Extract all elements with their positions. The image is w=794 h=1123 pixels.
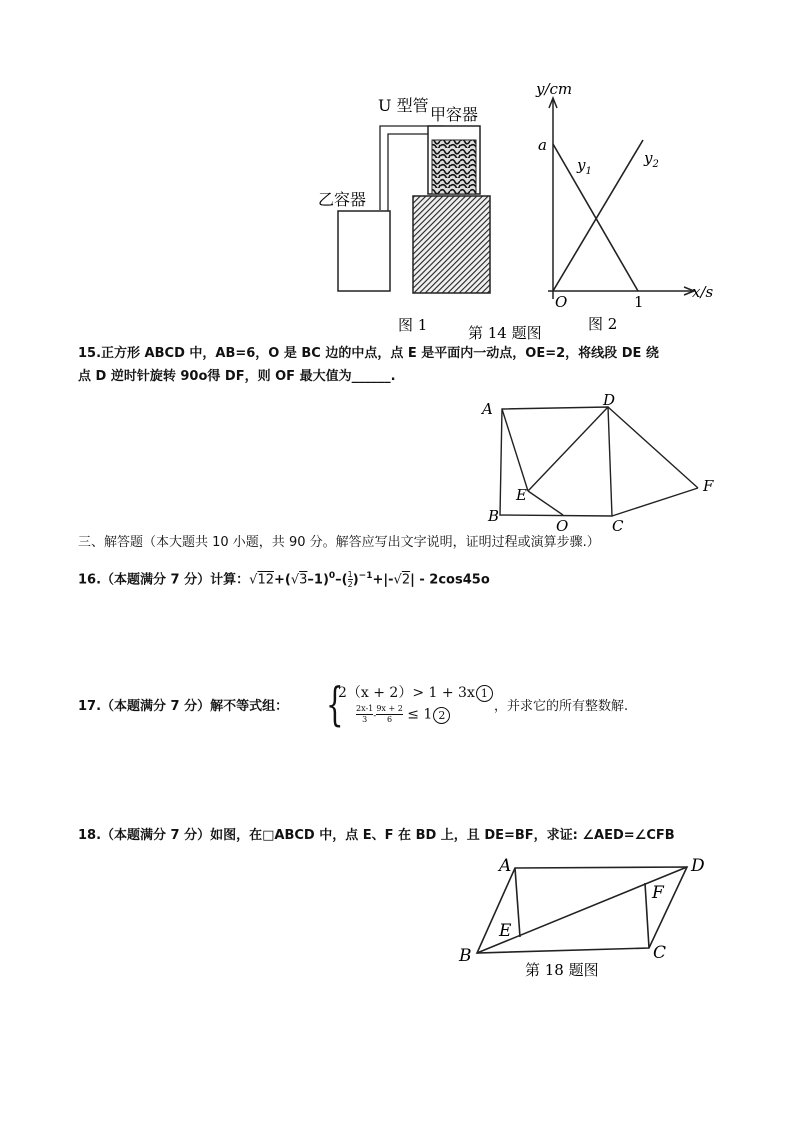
figure-18 — [455, 850, 725, 985]
q18-label-e: E — [499, 921, 512, 941]
container-a-label: 甲容器 — [430, 105, 479, 124]
q18-label-b: B — [459, 946, 472, 966]
origin-label: O — [555, 293, 568, 311]
u-tube-label: U 型管 — [378, 96, 429, 115]
q16-t8: | - 2cos45o — [410, 572, 490, 588]
q17-prefix: 17.（本题满分 7 分）解不等式组： — [78, 699, 289, 714]
figure-15 — [470, 388, 730, 538]
tick-1-label: 1 — [634, 293, 644, 311]
q17-leq: ≤ 1 — [407, 706, 433, 723]
q17-ineq1: 2（x + 2）> 1 + 3x — [338, 685, 475, 701]
q16-t5: ) — [352, 572, 359, 588]
q15-label-c: C — [612, 517, 624, 535]
fig1-caption: 图 1 — [398, 316, 428, 334]
q18-label-d: D — [691, 856, 705, 876]
svg-text:y1 — [576, 156, 592, 177]
q16-radicand-3: 3 — [299, 572, 308, 588]
q16-prefix: 16.（本题满分 7 分）计算： — [78, 572, 250, 588]
figure-title: 第 14 题图 — [468, 324, 542, 342]
q17-suffix: ，并求它的所有整数解. — [494, 699, 629, 714]
q16-exp-0: 0 — [328, 571, 336, 581]
svg-text:y2 — [643, 149, 659, 170]
q16-t3: –1) — [307, 572, 329, 588]
q15-label-a: A — [482, 400, 493, 418]
x-axis-label: x/s — [692, 283, 714, 301]
q16-exp-neg1: −1 — [358, 571, 373, 581]
q18-label-c: C — [653, 943, 667, 963]
label-y1-sub: 1 — [585, 166, 592, 177]
graph-axes — [548, 98, 694, 299]
q17-num-2x: 2x — [356, 704, 366, 713]
figure-14 — [300, 78, 740, 343]
fig2-caption: 图 2 — [588, 315, 618, 333]
q17-num-1: 1 — [368, 704, 374, 713]
q17-num-9x2: 9x + 2 — [376, 704, 403, 713]
q16-t4: –( — [335, 572, 348, 588]
q16-frac-den: 2 — [347, 580, 353, 590]
q18-label-a: A — [499, 856, 512, 876]
q17-system: { 2（x + 2）> 1 + 3x 1 $\frac{2x-1}{3}$ - $\frac{9x + 2}{6}$ ≤ 1 2 — [326, 680, 486, 734]
q15-line1: 15.正方形 ABCD 中，AB=6，O 是 BC 边的中点，点 E 是平面内一动点，OE=2，将线段 DE 绕 — [78, 346, 659, 361]
q18-label-f: F — [652, 883, 664, 903]
y-axis-label: y/cm — [536, 80, 573, 98]
q16-frac-num: 1 — [347, 570, 353, 580]
q17-den-6: 6 — [387, 715, 393, 724]
q15-label-d: D — [603, 391, 616, 409]
container-b-label: 乙容器 — [318, 190, 367, 209]
q15-label-b: B — [488, 507, 500, 525]
q17-brace: { — [326, 677, 344, 731]
label-y2-sub: 2 — [652, 159, 659, 170]
q17-circle-2: 2 — [433, 707, 450, 724]
q18-line: 18.（本题满分 7 分）如图，在□ABCD 中，点 E、F 在 BD 上，且 DE=BF，求证: ∠AED=∠CFB — [78, 828, 675, 843]
q16-radicand-2: 2 — [401, 572, 411, 588]
label-a: a — [538, 136, 547, 154]
line-y2 — [553, 140, 643, 291]
q16-radicand-12: 12 — [257, 572, 274, 588]
q15-line2: 点 D 逆时针旋转 90o得 DF，则 OF 最大值为______. — [78, 369, 396, 384]
q16-t6: +|- — [372, 572, 394, 588]
q18-caption: 第 18 题图 — [525, 961, 599, 979]
q15-label-o: O — [556, 517, 569, 535]
hatched-block — [413, 196, 490, 293]
q17-den-3: 3 — [362, 715, 368, 724]
q15-label-f: F — [703, 477, 714, 495]
section-3-heading: 三、解答题（本大题共 10 小题，共 90 分。解答应写出文字说明，证明过程或演算步骤.） — [78, 535, 600, 550]
q15-label-e: E — [516, 486, 527, 504]
q16-t1: +( — [273, 572, 291, 588]
label-y1: y — [577, 156, 586, 174]
q17-circle-1: 1 — [476, 685, 493, 702]
container-b — [338, 211, 390, 291]
label-y2: y — [644, 149, 653, 167]
q16-line: 16.（本题满分 7 分）计算：$√12+(√3-1)^0-$( $\frac{1}{2}$ )$^{-1}$+|-√2| - 2cos45o — [78, 570, 490, 590]
